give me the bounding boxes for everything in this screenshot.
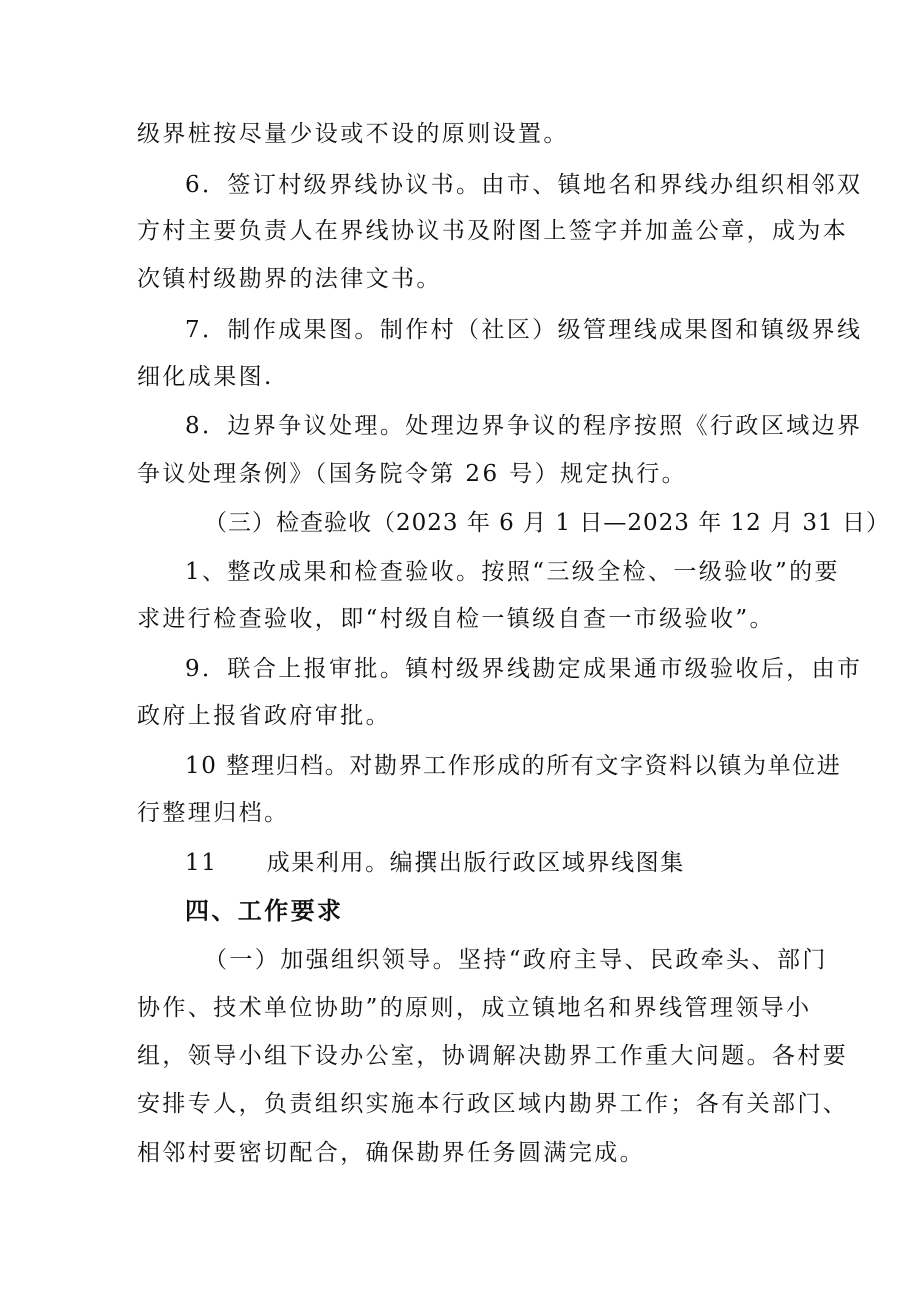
text-line: 6．签订村级界线协议书。由市、镇地名和界线办组织相邻双: [185, 172, 863, 198]
text-line: 11 成果利用。编撰出版行政区域界线图集: [185, 850, 685, 876]
text-line: 争议处理条例》（国务院令第 26 号）规定执行。: [137, 461, 687, 487]
text-line: 级界桩按尽量少设或不设的原则设置。: [137, 121, 569, 147]
text-line: 10 整理归档。对勘界工作形成的所有文字资料以镇为单位进: [185, 753, 842, 779]
text-line: 方村主要负责人在界线协议书及附图上签字并加盖公章，成为本: [137, 218, 849, 244]
text-line: 次镇村级勘界的法律文书。: [137, 266, 442, 292]
text-line: 细化成果图.: [137, 364, 274, 390]
text-line: 行整理归档。: [137, 800, 290, 826]
text-line: （一）加强组织领导。坚持“政府主导、民政牵头、部门: [204, 947, 828, 973]
text-line: 8．边界争议处理。处理边界争议的程序按照《行政区域边界: [185, 413, 863, 439]
text-line: 安排专人，负责组织实施本行政区域内勘界工作；各有关部门、: [137, 1091, 849, 1117]
text-line: 求进行检查验收，即“村级自检一镇级自查一市级验收”。: [137, 606, 775, 632]
text-line: 9．联合上报审批。镇村级界线勘定成果通市级验收后，由市: [185, 656, 863, 682]
text-line: 政府上报省政府审批。: [137, 703, 391, 729]
section-heading: 四、工作要求: [185, 897, 344, 925]
text-line: 相邻村要密切配合，确保勘界任务圆满完成。: [137, 1140, 645, 1166]
text-line: 组，领导小组下设办公室，协调解决勘界工作重大问题。各村要: [137, 1043, 849, 1069]
section-subheading: （三）检查验收（2023 年 6 月 1 日—2023 年 12 月 31 日）: [204, 510, 890, 536]
text-line: 协作、技术单位协助”的原则，成立镇地名和界线管理领导小: [137, 995, 812, 1021]
text-line: 1、整改成果和检查验收。按照“三级全检、一级验收”的要: [185, 559, 840, 585]
text-line: 7．制作成果图。制作村（社区）级管理线成果图和镇级界线: [185, 317, 863, 343]
